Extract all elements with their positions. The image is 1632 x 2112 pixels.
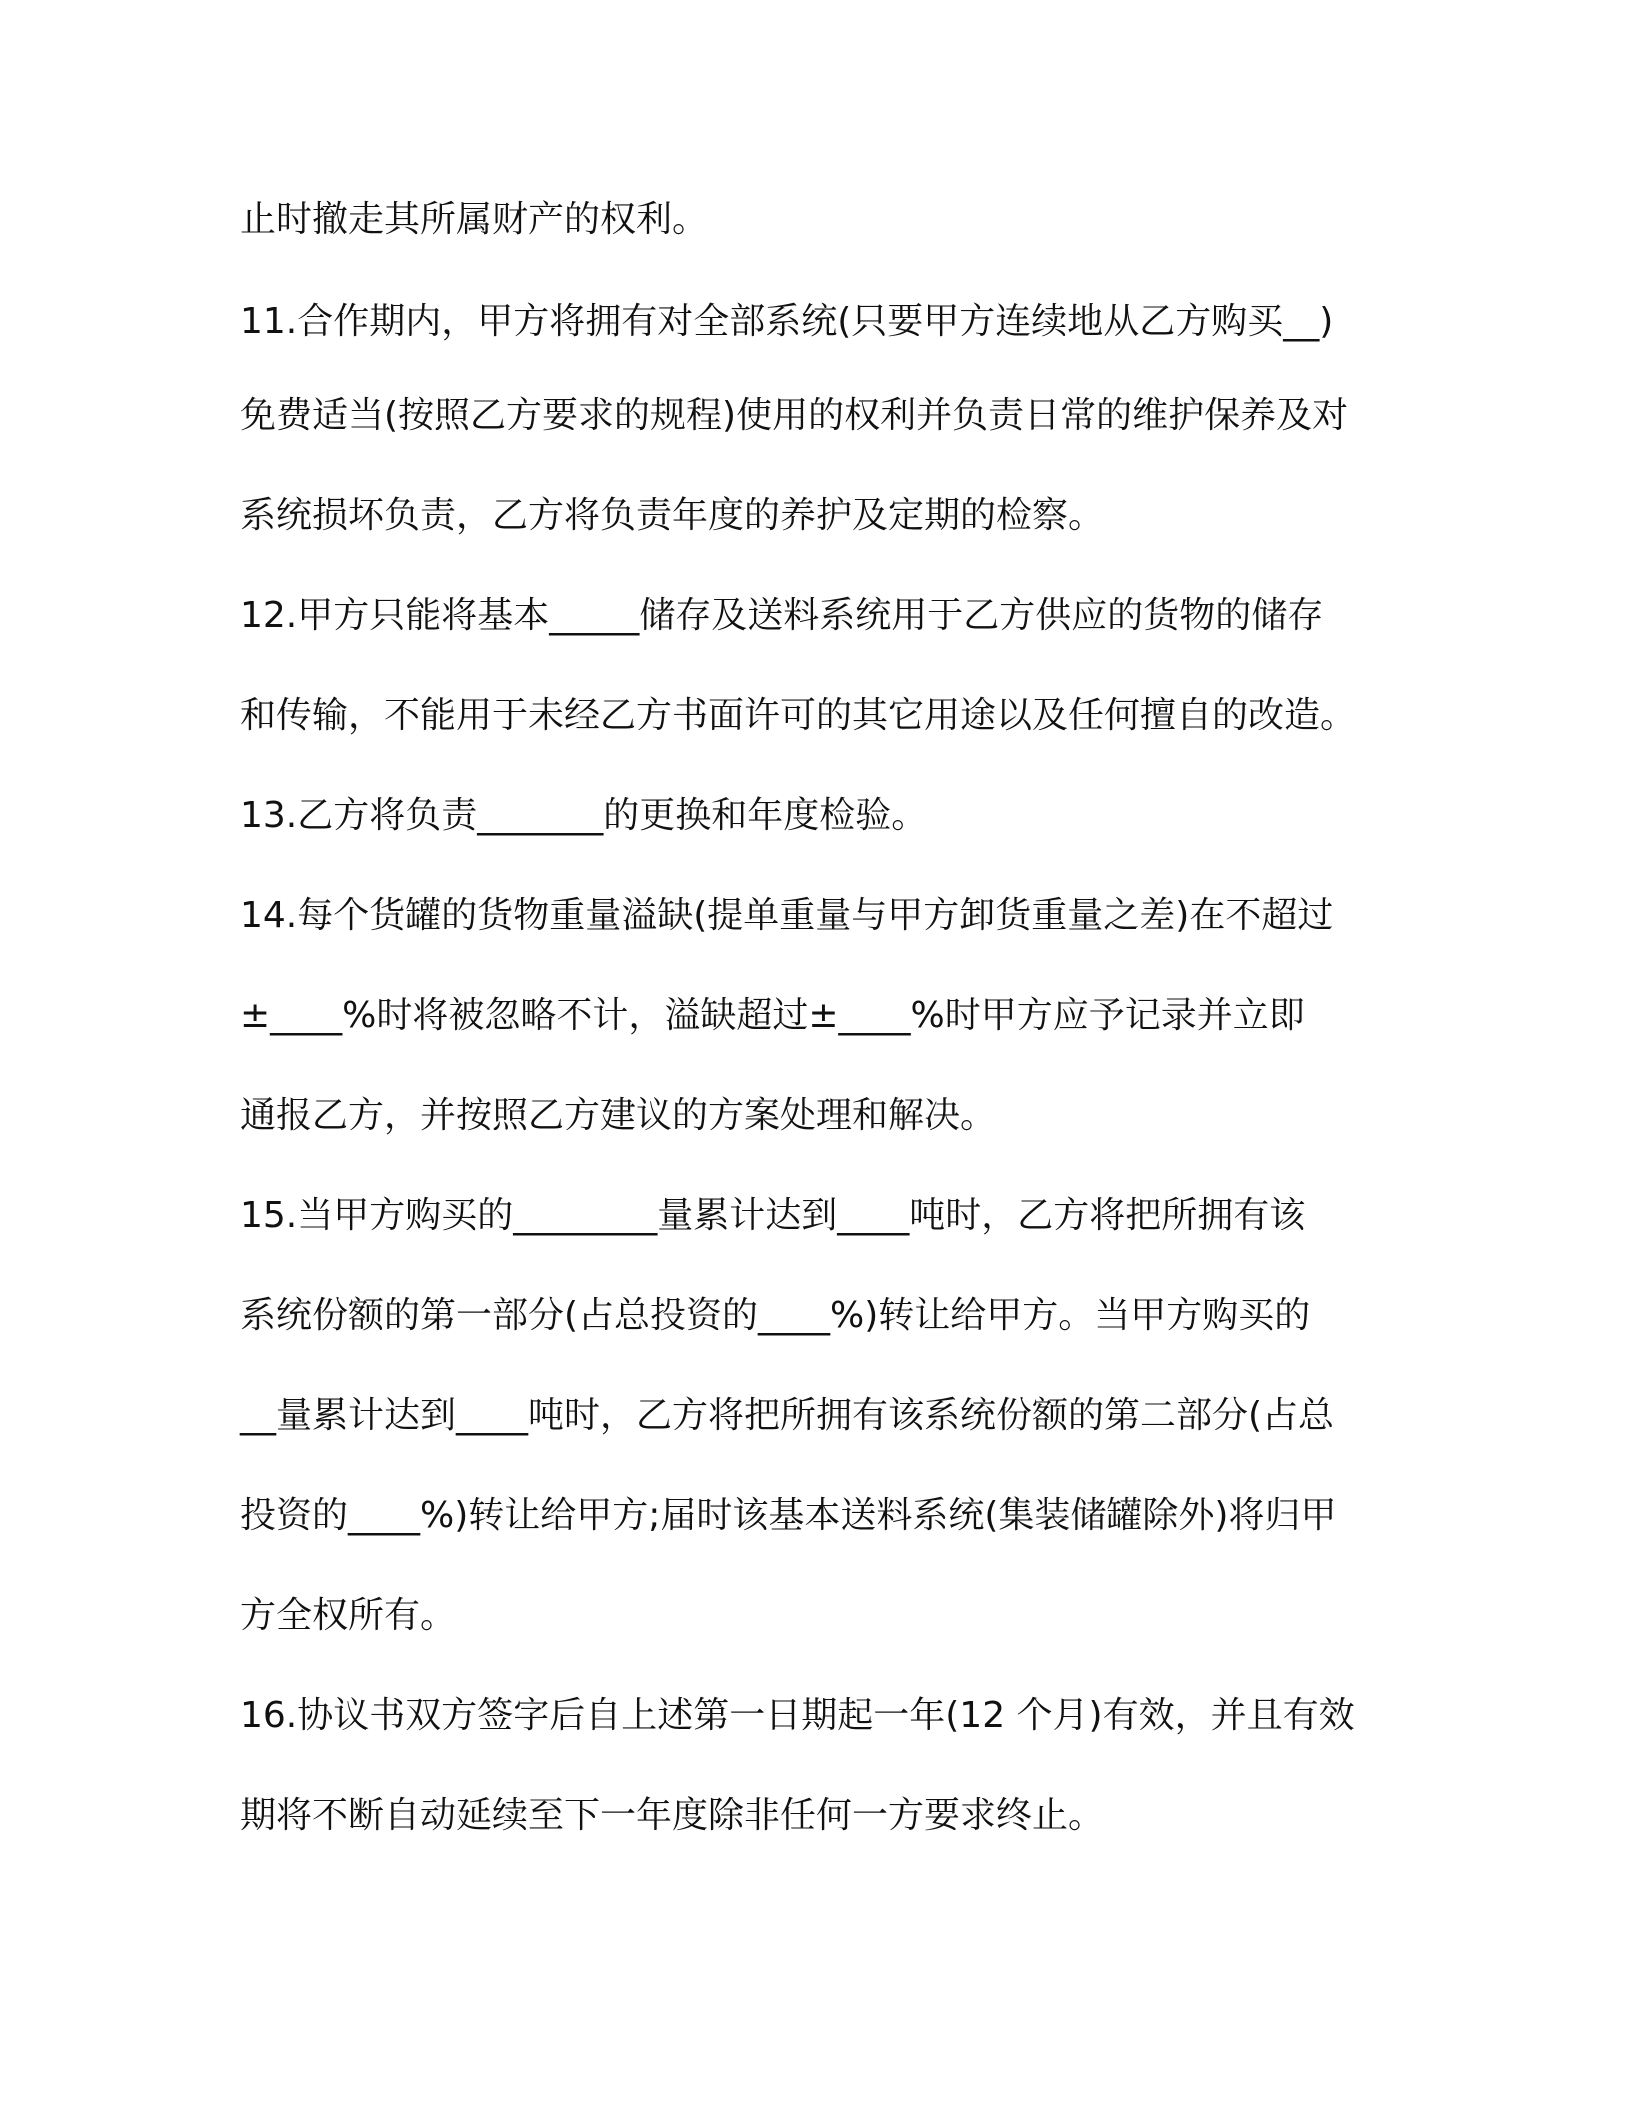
text-line: 系统份额的第一部分(占总投资的____%)转让给甲方。当甲方购买的 bbox=[240, 1295, 1311, 1336]
text-line: 投资的____%)转让给甲方;届时该基本送料系统(集装储罐除外)将归甲 bbox=[240, 1495, 1337, 1536]
text-line: 15.当甲方购买的________量累计达到____吨时，乙方将把所拥有该 bbox=[240, 1195, 1306, 1236]
text-line: 和传输，不能用于未经乙方书面许可的其它用途以及任何擅自的改造。 bbox=[240, 695, 1357, 736]
text-line: 系统损坏负责，乙方将负责年度的养护及定期的检察。 bbox=[240, 495, 1105, 536]
text-line: ±____%时将被忽略不计，溢缺超过±____%时甲方应予记录并立即 bbox=[240, 995, 1305, 1036]
text-line: 方全权所有。 bbox=[240, 1595, 457, 1636]
text-line: 13.乙方将负责_______的更换和年度检验。 bbox=[240, 795, 928, 836]
text-line: 11.合作期内，甲方将拥有对全部系统(只要甲方连续地从乙方购买__) bbox=[240, 301, 1334, 342]
text-line: 止时撤走其所属财产的权利。 bbox=[240, 199, 709, 240]
text-line: 期将不断自动延续至下一年度除非任何一方要求终止。 bbox=[240, 1795, 1105, 1836]
text-line: 免费适当(按照乙方要求的规程)使用的权利并负责日常的维护保养及对 bbox=[240, 395, 1349, 436]
text-line: 14.每个货罐的货物重量溢缺(提单重量与甲方卸货重量之差)在不超过 bbox=[240, 895, 1334, 936]
text-line: 通报乙方，并按照乙方建议的方案处理和解决。 bbox=[240, 1095, 997, 1136]
text-line: 16.协议书双方签字后自上述第一日期起一年(12 个月)有效，并且有效 bbox=[240, 1695, 1355, 1736]
text-line: 12.甲方只能将基本_____储存及送料系统用于乙方供应的货物的储存 bbox=[240, 595, 1324, 636]
text-line: __量累计达到____吨时，乙方将把所拥有该系统份额的第二部分(占总 bbox=[240, 1395, 1335, 1436]
